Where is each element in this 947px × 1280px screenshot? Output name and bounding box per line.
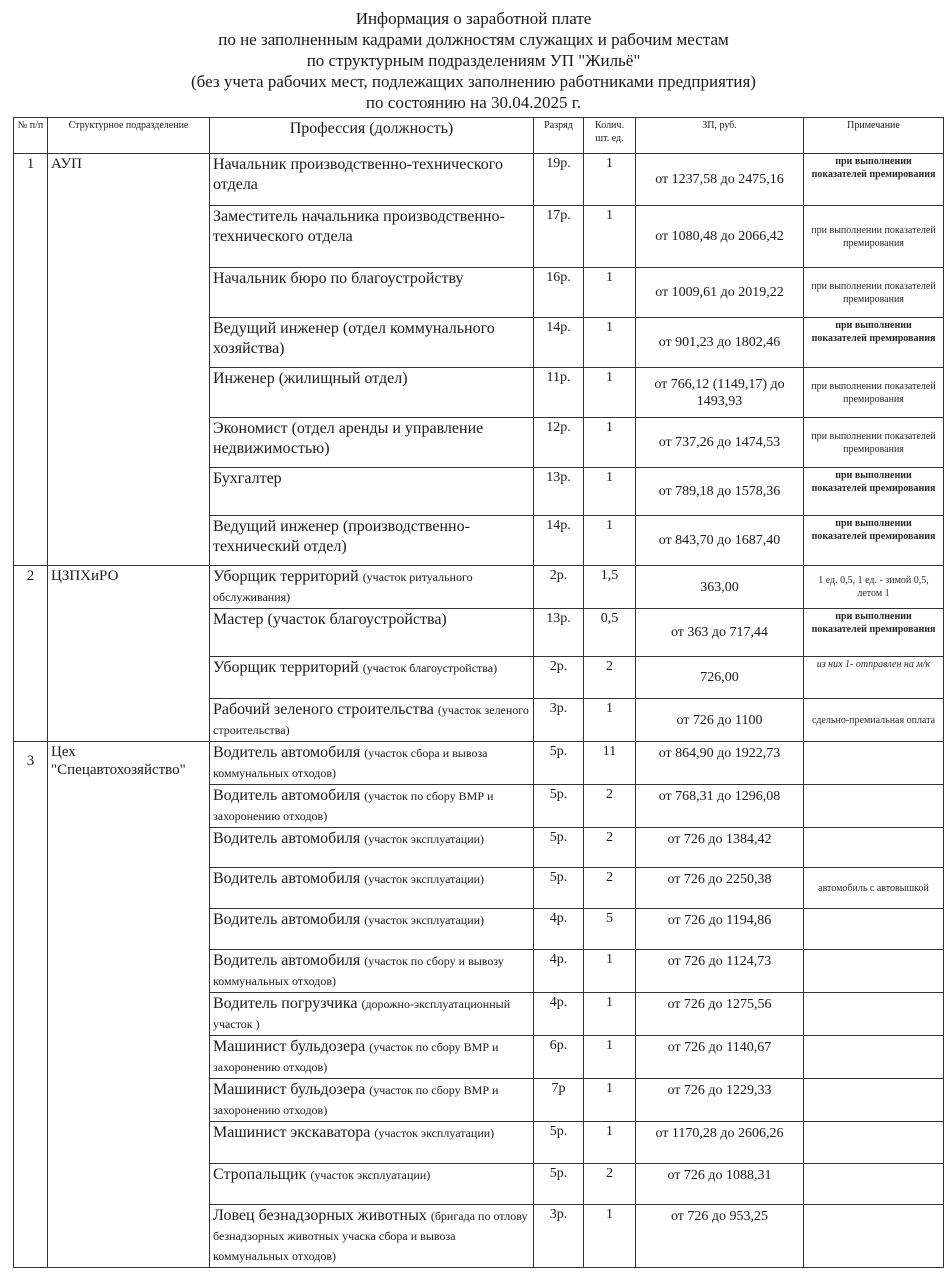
- profession-name: Водитель автомобиля: [213, 744, 361, 761]
- note-cell: [804, 950, 944, 993]
- salary-cell: от 737,26 до 1474,53: [636, 418, 804, 468]
- profession-name: Уборщик территорий: [213, 568, 359, 585]
- profession-section: (участок эксплуатации): [374, 1126, 495, 1140]
- profession-name: Водитель автомобиля: [213, 830, 361, 847]
- note-cell: [804, 1036, 944, 1079]
- grade-cell: 13р.: [534, 609, 584, 657]
- salary-cell: от 726 до 1100: [636, 699, 804, 742]
- quantity-cell: 2: [584, 828, 636, 868]
- profession-cell: [210, 154, 534, 206]
- grade-cell: 3р.: [534, 1205, 584, 1268]
- profession-name: Ловец безнадзорных животных: [213, 1207, 427, 1224]
- quantity-cell: 1: [584, 1036, 636, 1079]
- group-number: 1: [14, 154, 48, 566]
- profession-cell: [210, 742, 534, 785]
- salary-cell: от 768,31 до 1296,08: [636, 785, 804, 828]
- grade-cell: 14р.: [534, 516, 584, 566]
- profession-cell: [210, 418, 534, 468]
- grade-cell: 12р.: [534, 418, 584, 468]
- quantity-cell: 1: [584, 154, 636, 206]
- grade-cell: 4р.: [534, 993, 584, 1036]
- profession-cell: [210, 1122, 534, 1164]
- note-cell: [804, 993, 944, 1036]
- salary-cell: от 1170,28 до 2606,26: [636, 1122, 804, 1164]
- quantity-cell: 1: [584, 1122, 636, 1164]
- grade-cell: 11р.: [534, 368, 584, 418]
- profession-name: Водитель автомобиля: [213, 911, 361, 928]
- quantity-cell: 1: [584, 268, 636, 318]
- profession-cell: [210, 566, 534, 609]
- note-cell: при выполнении показателей премирования: [804, 318, 944, 368]
- profession-section: (участок по сбору ВМР и захоронению отходов): [213, 1083, 499, 1117]
- salary-cell: от 1080,48 до 2066,42: [636, 206, 804, 268]
- profession-section: (участок благоустройства): [362, 661, 498, 675]
- salary-cell: от 1009,61 до 2019,22: [636, 268, 804, 318]
- profession-name: Начальник производственно-технического отдела: [213, 156, 503, 193]
- profession-section: (дорожно-эксплуатационный участок ): [213, 997, 511, 1031]
- quantity-cell: 1,5: [584, 566, 636, 609]
- profession-cell: [210, 950, 534, 993]
- salary-cell: от 726 до 1275,56: [636, 993, 804, 1036]
- profession-cell: [210, 828, 534, 868]
- salary-cell: 726,00: [636, 657, 804, 699]
- profession-section: (участок сбора и вывоза коммунальных отходов): [213, 746, 488, 780]
- profession-section: (участок по сбору ВМР и захоронению отходов): [213, 1040, 499, 1074]
- salary-cell: от 726 до 953,25: [636, 1205, 804, 1268]
- salary-cell: от 726 до 1384,42: [636, 828, 804, 868]
- profession-cell: [210, 909, 534, 950]
- salary-cell: от 901,23 до 1802,46: [636, 318, 804, 368]
- profession-cell: [210, 699, 534, 742]
- grade-cell: 5р.: [534, 785, 584, 828]
- col-header-profession: Профессия (должность): [210, 118, 534, 154]
- quantity-cell: 2: [584, 785, 636, 828]
- quantity-cell: 2: [584, 657, 636, 699]
- quantity-cell: 2: [584, 1164, 636, 1205]
- col-header-salary: ЗП, руб.: [636, 118, 804, 154]
- profession-name: Мастер (участок благоустройства): [213, 611, 447, 628]
- profession-section: (бригада по отлову безнадзорных животных учаска сбора и вывоза коммунальных отходов): [213, 1209, 528, 1263]
- quantity-cell: 5: [584, 909, 636, 950]
- profession-cell: [210, 993, 534, 1036]
- grade-cell: 6р.: [534, 1036, 584, 1079]
- salary-cell: от 726 до 1088,31: [636, 1164, 804, 1205]
- department-name: ЦЗПХиРО: [48, 566, 210, 742]
- note-cell: [804, 909, 944, 950]
- note-cell: при выполнении показателей премирования: [804, 154, 944, 206]
- note-cell: [804, 1079, 944, 1122]
- col-header-dept: Структурное подразделение: [48, 118, 210, 154]
- department-name: АУП: [48, 154, 210, 566]
- grade-cell: 4р.: [534, 909, 584, 950]
- salary-cell: от 1237,58 до 2475,16: [636, 154, 804, 206]
- title-line-2: по не заполненным кадрами должностям служащих и рабочим местам: [218, 30, 729, 49]
- grade-cell: 19р.: [534, 154, 584, 206]
- profession-cell: [210, 1036, 534, 1079]
- grade-cell: 7р: [534, 1079, 584, 1122]
- quantity-cell: 1: [584, 468, 636, 516]
- quantity-cell: 2: [584, 868, 636, 909]
- quantity-cell: 1: [584, 1079, 636, 1122]
- profession-cell: [210, 368, 534, 418]
- salary-cell: от 789,18 до 1578,36: [636, 468, 804, 516]
- profession-name: Заместитель начальника производственно-технического отдела: [213, 208, 505, 245]
- profession-name: Ведущий инженер (производственно-технический отдел): [213, 518, 470, 555]
- title-line-4: (без учета рабочих мест, подлежащих заполнению работниками предприятия): [191, 72, 756, 91]
- group-number: 2: [14, 566, 48, 742]
- profession-cell: [210, 785, 534, 828]
- profession-section: (участок эксплуатации): [364, 913, 485, 927]
- salary-cell: от 726 до 1229,33: [636, 1079, 804, 1122]
- profession-name: Машинист бульдозера: [213, 1081, 366, 1098]
- quantity-cell: 1: [584, 993, 636, 1036]
- table-row: [14, 154, 944, 206]
- quantity-cell: 1: [584, 206, 636, 268]
- grade-cell: 4р.: [534, 950, 584, 993]
- grade-cell: 5р.: [534, 742, 584, 785]
- quantity-cell: 1: [584, 318, 636, 368]
- profession-name: Водитель погрузчика: [213, 995, 358, 1012]
- profession-cell: [210, 868, 534, 909]
- grade-cell: 3р.: [534, 699, 584, 742]
- profession-section: (участок по сбору и вывозу коммунальных отходов): [213, 954, 504, 988]
- note-cell: 1 ед. 0,5, 1 ед. - зимой 0,5, летом 1: [804, 566, 944, 609]
- salary-cell: от 843,70 до 1687,40: [636, 516, 804, 566]
- salary-cell: от 766,12 (1149,17) до 1493,93: [636, 368, 804, 418]
- profession-name: Уборщик территорий: [213, 659, 359, 676]
- profession-cell: [210, 657, 534, 699]
- note-cell: при выполнении показателей премирования: [804, 368, 944, 418]
- profession-name: Машинист бульдозера: [213, 1038, 366, 1055]
- quantity-cell: 1: [584, 516, 636, 566]
- profession-name: Ведущий инженер (отдел коммунального хозяйства): [213, 320, 495, 357]
- title-line-3: по структурным подразделениям УП "Жильё": [306, 51, 641, 70]
- profession-name: Бухгалтер: [213, 470, 282, 487]
- grade-cell: 14р.: [534, 318, 584, 368]
- col-header-note: Примечание: [804, 118, 944, 154]
- note-cell: из них 1- отправлен на м/к: [804, 657, 944, 699]
- grade-cell: 13р.: [534, 468, 584, 516]
- salary-cell: от 726 до 1194,86: [636, 909, 804, 950]
- note-cell: [804, 1164, 944, 1205]
- quantity-cell: 1: [584, 1205, 636, 1268]
- col-header-grade: Разряд: [534, 118, 584, 154]
- grade-cell: 2р.: [534, 566, 584, 609]
- note-cell: [804, 1122, 944, 1164]
- note-cell: [804, 828, 944, 868]
- title-line-5: по состоянию на 30.04.2025 г.: [365, 93, 582, 112]
- profession-section: (участок по сбору ВМР и захоронению отходов): [213, 789, 494, 823]
- grade-cell: 5р.: [534, 828, 584, 868]
- note-cell: автомобиль с автовышкой: [804, 868, 944, 909]
- profession-cell: [210, 268, 534, 318]
- profession-cell: [210, 609, 534, 657]
- profession-name: Начальник бюро по благоустройству: [213, 270, 464, 287]
- profession-name: Водитель автомобиля: [213, 787, 361, 804]
- quantity-cell: 0,5: [584, 609, 636, 657]
- note-cell: [804, 1205, 944, 1268]
- note-cell: при выполнении показателей премирования: [804, 468, 944, 516]
- profession-name: Инженер (жилищный отдел): [213, 370, 408, 387]
- grade-cell: 2р.: [534, 657, 584, 699]
- profession-name: Рабочий зеленого строительства: [213, 701, 434, 718]
- table-header-row: [14, 118, 944, 154]
- document-header: [0, 0, 947, 113]
- profession-cell: [210, 1079, 534, 1122]
- profession-cell: [210, 516, 534, 566]
- profession-section: (участок зеленого строительства): [213, 703, 529, 737]
- note-cell: сдельно-премиальная оплата: [804, 699, 944, 742]
- quantity-cell: 1: [584, 418, 636, 468]
- table-row: [14, 742, 944, 785]
- salary-cell: от 864,90 до 1922,73: [636, 742, 804, 785]
- grade-cell: 5р.: [534, 1122, 584, 1164]
- grade-cell: 16р.: [534, 268, 584, 318]
- quantity-cell: 1: [584, 699, 636, 742]
- note-cell: [804, 742, 944, 785]
- profession-cell: [210, 1164, 534, 1205]
- salary-cell: от 726 до 1140,67: [636, 1036, 804, 1079]
- note-cell: при выполнении показателей премирования: [804, 516, 944, 566]
- quantity-cell: 1: [584, 950, 636, 993]
- profession-section: (участок эксплуатации): [310, 1168, 431, 1182]
- grade-cell: 17р.: [534, 206, 584, 268]
- col-header-num: № п/п: [14, 118, 48, 154]
- grade-cell: 5р.: [534, 1164, 584, 1205]
- salary-cell: 363,00: [636, 566, 804, 609]
- profession-cell: [210, 318, 534, 368]
- salary-cell: от 363 до 717,44: [636, 609, 804, 657]
- col-header-qty: Колич. шт. ед.: [584, 118, 636, 154]
- note-cell: [804, 785, 944, 828]
- note-cell: при выполнении показателей премирования: [804, 609, 944, 657]
- profession-name: Водитель автомобиля: [213, 870, 361, 887]
- quantity-cell: 1: [584, 368, 636, 418]
- profession-section: (участок эксплуатации): [364, 872, 485, 886]
- salary-cell: от 726 до 1124,73: [636, 950, 804, 993]
- grade-cell: 5р.: [534, 868, 584, 909]
- note-cell: при выполнении показателей премирования: [804, 418, 944, 468]
- profession-cell: [210, 468, 534, 516]
- profession-section: (участок эксплуатации): [364, 832, 485, 846]
- salary-table: [13, 117, 944, 1268]
- group-number: 3: [14, 742, 48, 1268]
- quantity-cell: 11: [584, 742, 636, 785]
- table-body: [14, 154, 944, 1268]
- profession-cell: [210, 1205, 534, 1268]
- table-row: [14, 566, 944, 609]
- department-name: Цех "Спецавтохозяйство": [48, 742, 210, 1268]
- note-cell: при выполнении показателей премирования: [804, 268, 944, 318]
- profession-name: Экономист (отдел аренды и управление недвижимостью): [213, 420, 484, 457]
- title-line-1: Информация о заработной плате: [355, 9, 592, 28]
- profession-name: Водитель автомобиля: [213, 952, 361, 969]
- profession-name: Стропальщик: [213, 1166, 307, 1183]
- salary-cell: от 726 до 2250,38: [636, 868, 804, 909]
- profession-section: (участок ритуального обслуживания): [213, 570, 473, 604]
- note-cell: при выполнении показателей премирования: [804, 206, 944, 268]
- profession-name: Машинист экскаватора: [213, 1124, 371, 1141]
- profession-cell: [210, 206, 534, 268]
